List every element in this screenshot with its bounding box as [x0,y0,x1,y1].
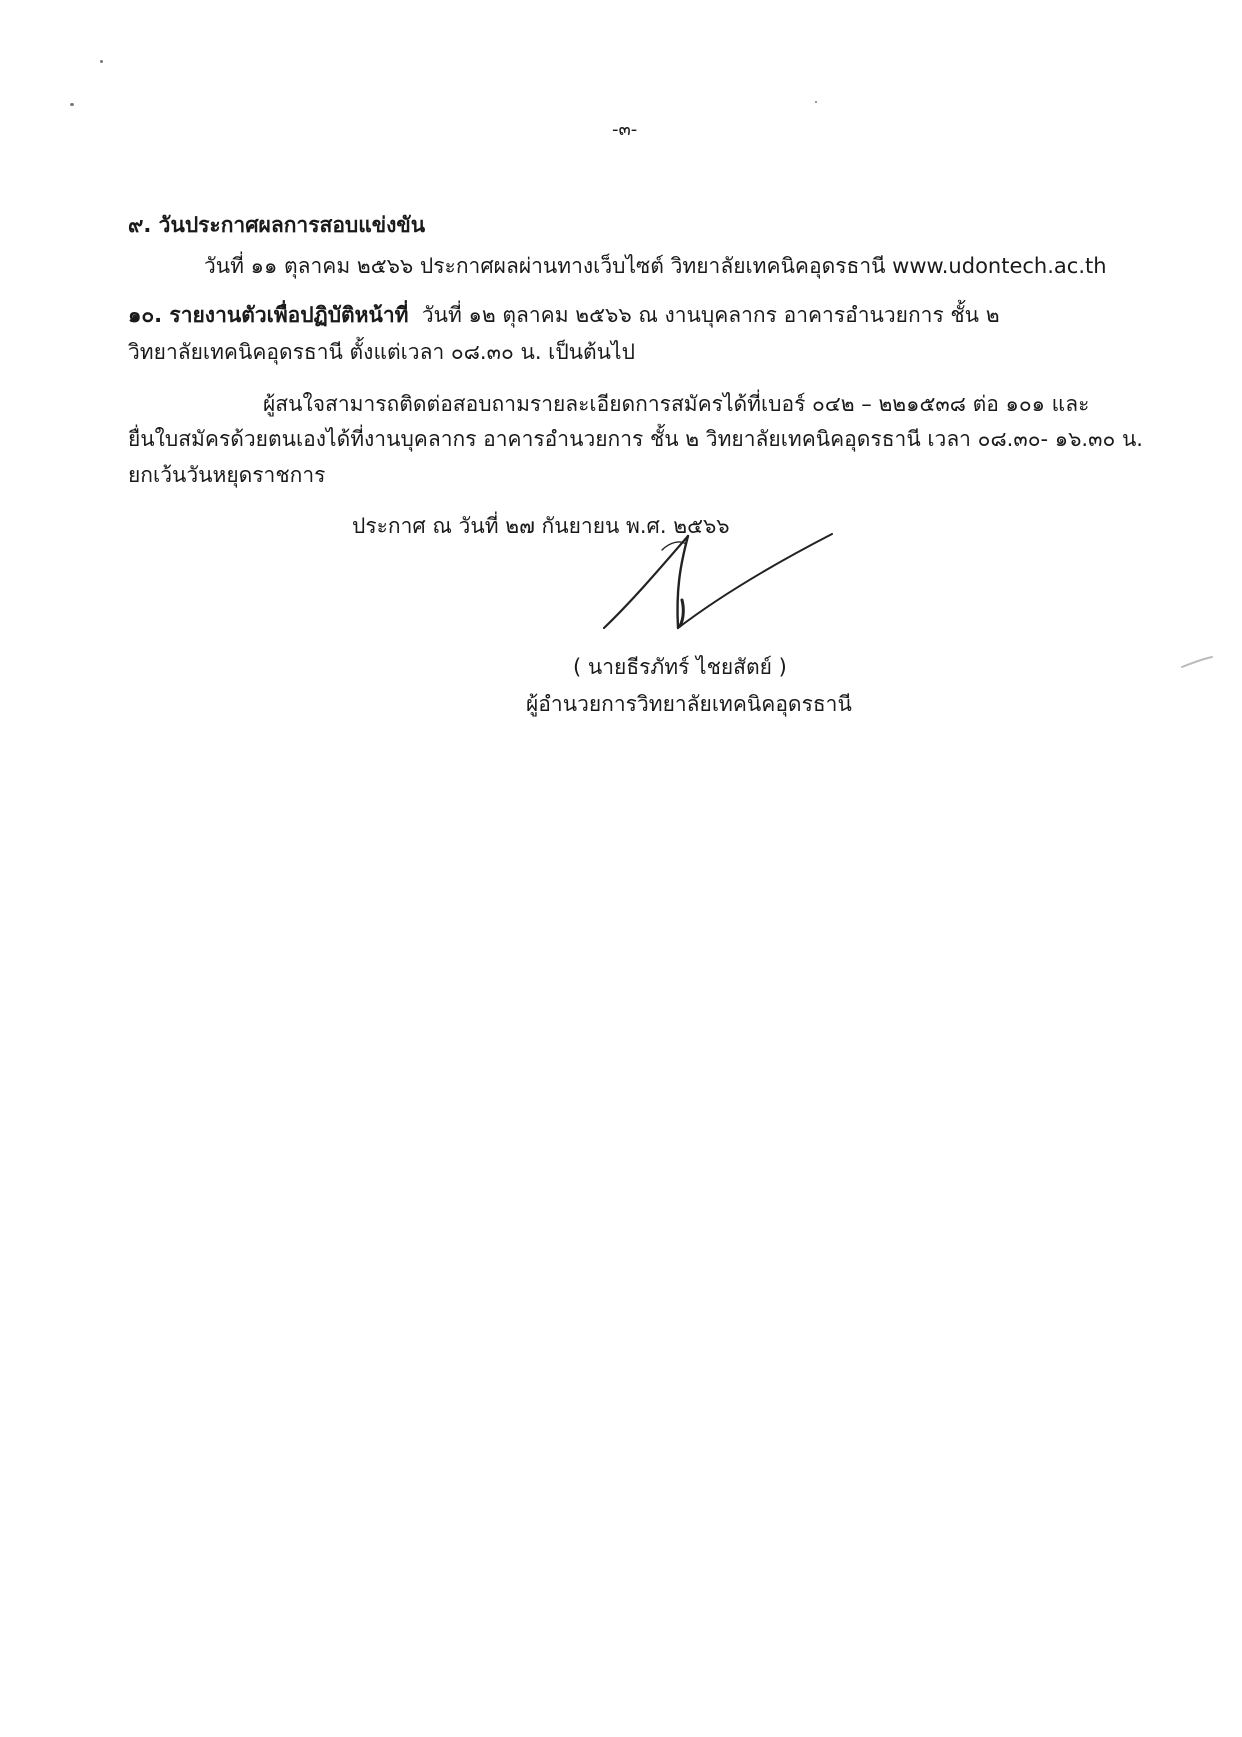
contact-line-3: ยกเว้นวันหยุดราชการ [128,463,326,487]
scan-speck [70,103,74,106]
scan-mark [1180,655,1214,671]
section-10-heading: ๑๐. รายงานตัวเพื่อปฏิบัติหน้าที่ [128,303,409,327]
contact-line-1: ผู้สนใจสามารถติดต่อสอบถามรายละเอียดการสมัครได้ที่เบอร์ ๐๔๒ – ๒๒๑๕๓๘ ต่อ ๑๐๑ และ [263,392,1090,416]
page-number: -๓- [612,119,638,140]
signatory-name: ( นายธีรภัทร์ ไชยสัตย์ ) [573,655,787,679]
signature [600,528,840,638]
scan-speck [815,101,817,103]
section-10-text-line1: วันที่ ๑๒ ตุลาคม ๒๕๖๖ ณ งานบุคลากร อาคารอำนวยการ ชั้น ๒ [421,303,1000,327]
contact-line-2: ยื่นใบสมัครด้วยตนเองได้ที่งานบุคลากร อาคารอำนวยการ ชั้น ๒ วิทยาลัยเทคนิคอุดรธานี เวลา ๐๘.๓๐- ๑๖.๓๐ น. [128,427,1143,451]
section-9-heading: ๙. วันประกาศผลการสอบแข่งขัน [128,213,426,237]
section-10-first-line [128,300,1000,330]
announcement-date: ประกาศ ณ วันที่ ๒๗ กันยายน พ.ศ. ๒๕๖๖ [352,514,730,538]
section-9-text: วันที่ ๑๑ ตุลาคม ๒๕๖๖ ประกาศผลผ่านทางเว็บไซต์ วิทยาลัยเทคนิคอุดรธานี www.udontech.ac.th [204,254,1107,278]
signatory-position: ผู้อำนวยการวิทยาลัยเทคนิคอุดรธานี [526,692,852,716]
scan-speck [100,60,103,63]
section-10-text-line2: วิทยาลัยเทคนิคอุดรธานี ตั้งแต่เวลา ๐๘.๓๐ น. เป็นต้นไป [128,340,635,364]
